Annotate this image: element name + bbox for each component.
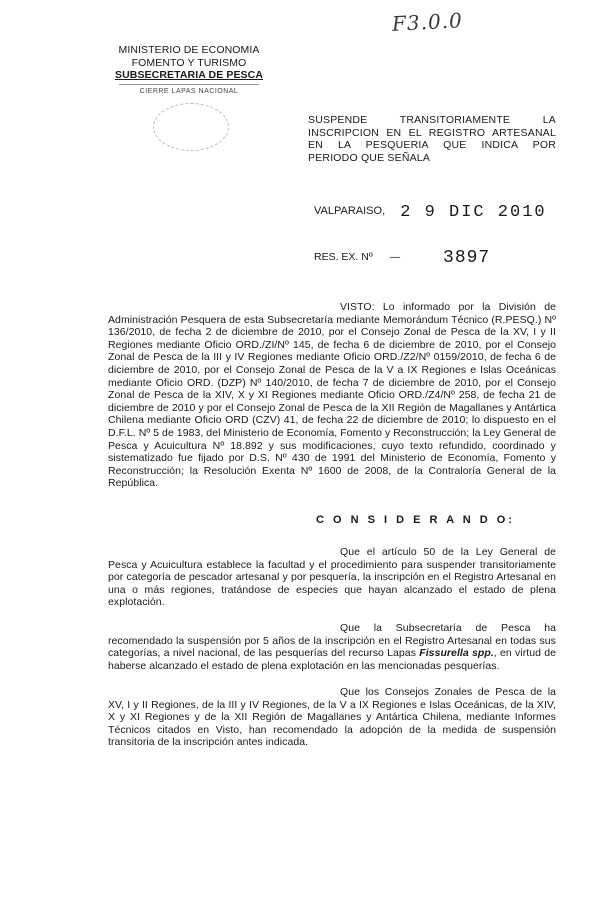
resolution-number-stamp: 3897: [443, 248, 491, 268]
place-date: [314, 201, 547, 220]
considerando-item-2: [108, 622, 556, 672]
subject-line: INSCRIPCION EN EL REGISTRO ARTESANAL: [308, 126, 556, 139]
resolution-dash: —: [389, 251, 401, 263]
considerando-text: Que la Subsecretaría de Pesca ha recomendado la suspensión por 5 años de la inscripción en el Registro Artesanal en todas sus categorías, a nivel nacional, de las pesquerías del recurso Lapas: [108, 622, 556, 660]
date-stamp: 2 9 DIC 2010: [400, 203, 547, 222]
ministry-subtitle: FOMENTO Y TURISMO: [131, 56, 247, 69]
species-name: Fissurella spp.: [419, 647, 494, 660]
visto-paragraph: VISTO: Lo informado por la División de Administración Pesquera de esta Subsecretaría mediante Memorándum Técnico (R.PESQ.) Nº 136/2010, de fecha 2 de diciembre de 2010, por el Consejo Zonal de Pesca de la XV, I y II Regiones mediante Oficio ORD./ZI/Nº 145, de fecha 6 de diciembre de 2010, por el Consejo Zonal de Pesca de la III y IV Regiones mediante Oficio ORD./Z2/Nº 0159/2010, de fecha 6 de diciembre de 2010, por el Consejo Zonal de Pesca de la V a IX Regiones e Islas Oceánicas mediante Oficio ORD. (DZP) Nº 140/2010, de fecha 7 de diciembre de 2010, por el Consejo Zonal de Pesca de la XIV, X y XI Regiones mediante Oficio ORD./Z4/Nº 258, de fecha 21 de diciembre de 2010 y por el Consejo Zonal de Pesca de la XII Región de Magallanes y Antártica Chilena mediante Oficio ORD (CZV) 41, de fecha 22 de diciembre de 2010; lo dispuesto en el D.F.L. Nº 5 de 1983, del Ministerio de Economía, Fomento y Reconstrucción; la Ley General de Pesca y Acuicultura Nº 18.892 y sus modificaciones, cuyo texto refundido, coordinado y sistematizado fue fijado por D.S. Nº 430 de 1991 del Ministerio de Economía, Fomento y Reconstrucción; la Resolución Exenta Nº 1600 de 2008, de la Contraloría General de la República.: [108, 301, 556, 490]
visto-section: [108, 301, 556, 490]
considerando-paragraph: Que los Consejos Zonales de Pesca de la XV, I y II Regiones, de la III y IV Regiones, de la V a IX Regiones e Islas Oceánicas, de la XIV, X y XI Regiones y de la XII Región de Magallanes y Antártica Chilena, mediante Informes Técnicos citados en Visto, han recomendado la adopción de la medida de suspensión transitoria de la inscripción antes indicada.: [108, 686, 556, 749]
handwritten-note: F3.0.0: [391, 8, 464, 36]
seal-text: CIERRE LAPAS NACIONAL: [139, 87, 239, 95]
resolution-label: RES. EX. Nº: [314, 251, 373, 263]
subject-line: EN LA PESQUERIA QUE INDICA POR: [308, 139, 556, 151]
subject-line: SUSPENDE TRANSITORIAMENTE LA: [308, 114, 556, 126]
seal-ring-icon: [153, 103, 229, 151]
considerando-heading: C O N S I D E R A N D O:: [316, 514, 515, 526]
place-label: VALPARAISO,: [314, 205, 386, 217]
official-seal: [119, 84, 259, 155]
considerando-text: , en virtud de haberse alcanzado el estado de plena explotación en las mencionadas pesquerías.: [108, 647, 557, 672]
resolution-number: [314, 246, 490, 266]
considerando-item-3: [108, 686, 556, 749]
ministry-name: MINISTERIO DE ECONOMIA: [118, 44, 260, 56]
ministry-header: [96, 44, 282, 155]
considerando-item-1: [108, 546, 556, 609]
subsecretaria-name: SUBSECRETARIA DE PESCA: [114, 69, 264, 81]
considerando-paragraph: [108, 622, 556, 672]
resolution-subject: [308, 114, 556, 164]
subject-line: PERIODO QUE SEÑALA: [308, 151, 431, 164]
considerando-paragraph: Que el artículo 50 de la Ley General de Pesca y Acuicultura establece la facultad y el procedimiento para suspender transitoriamente por categoría de pescador artesanal y por pesquería, la inscripción en el Registro Artesanal en una o más regiones, tratándose de especies que hayan alcanzado el estado de plena explotación.: [108, 546, 556, 609]
